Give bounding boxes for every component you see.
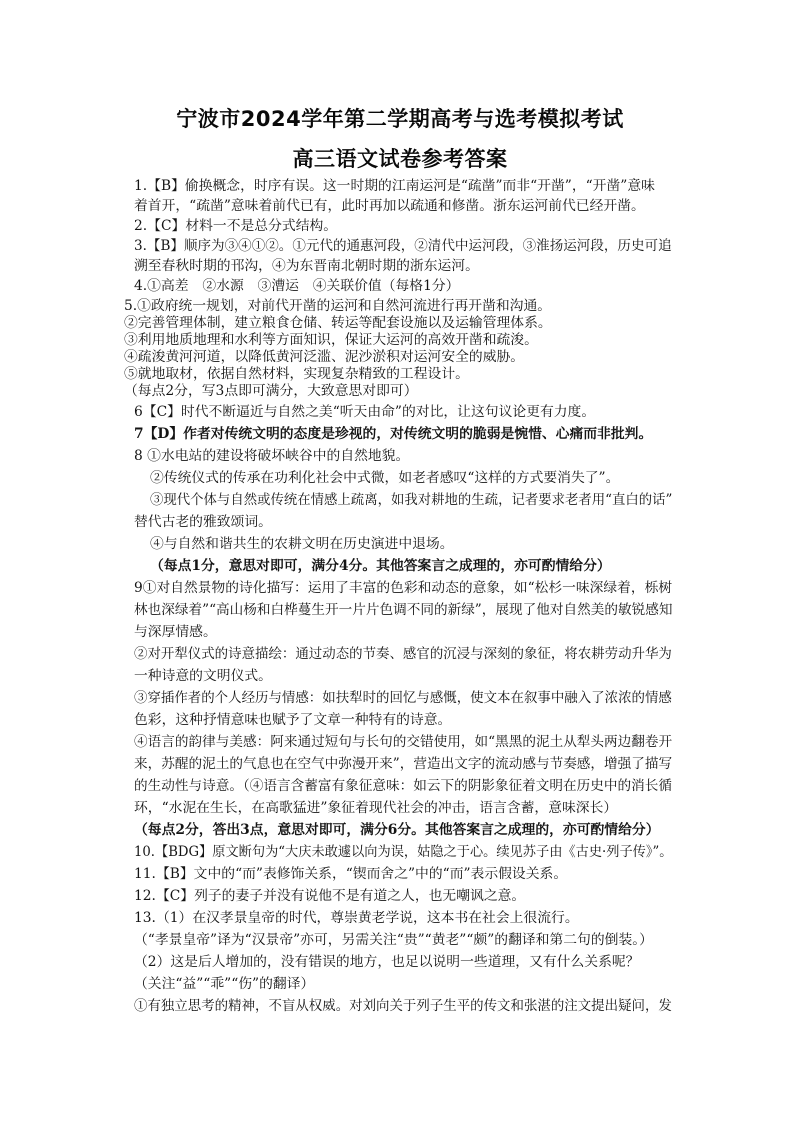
answer-line: 7【D】作者对传统文明的态度是珍视的，对传统文明的脆弱是惋惜、心痛而非批判。 (134, 426, 653, 442)
answer-line: 8 ①水电站的建设将破坏峡谷中的自然地貌。 (134, 448, 410, 464)
answer-line: 1.【B】偷换概念，时序有误。这一时期的江南运河是“疏凿”而非“开凿”，“开凿”意味 (134, 178, 655, 194)
answer-line: ④与自然和谐共生的农耕文明在历史演进中退场。 (150, 536, 454, 552)
answer-line: ④疏浚黄河河道，以降低黄河泛滥、泥沙淤积对运河安全的威胁。 (124, 349, 525, 365)
answer-line: 林也深绿着”“高山杨和白桦蔓生开一片片色调不同的新绿”，展现了他对自然美的敏锐感知 (134, 602, 673, 618)
answer-line: 13.（1）在汉孝景皇帝的时代，尊崇黄老学说，这本书在社会上很流行。 (134, 910, 579, 926)
page-subtitle: 高三语文试卷参考答案 (292, 147, 508, 171)
answer-line: （每点2分，写3点即可满分，大致意思对即可） (124, 383, 418, 399)
answer-line: 11.【B】文中的“而”表修饰关系，“锲而舍之”中的“而”表示假设关系。 (134, 866, 568, 882)
answer-line: （2）这是后人增加的，没有错误的地方，也足以说明一些道理，又有什么关系呢？ (134, 954, 640, 970)
page-title: 宁波市2024学年第二学期高考与选考模拟考试 (176, 107, 624, 131)
answer-line: 10.【BDG】原文断句为“大庆未敢遽以向为误，姑隐之于心。续见苏子由《古史·列子传》”。 (134, 844, 673, 860)
answer-line: 的生动性与诗意。（④语言含蓄富有象征意味：如云下的阴影象征着文明在历史中的消长循 (134, 778, 673, 794)
answer-line: ②完善管理体制，建立粮食仓储、转运等配套设施以及运输管理体系。 (124, 315, 552, 331)
answer-line: （关注“益”“乖”“伤”的翻译） (134, 976, 315, 992)
answer-line: 溯至春秋时期的邗沟，④为东晋南北朝时期的浙东运河。 (134, 258, 479, 274)
answer-line: ③利用地质地理和水利等方面知识，保证大运河的高效开凿和疏浚。 (124, 332, 538, 348)
answer-line: 2.【C】材料一不是总分式结构。 (134, 218, 338, 234)
answer-line: 9①对自然景物的诗化描写：运用了丰富的色彩和动态的意象，如“松杉一味深绿着，栎树 (134, 580, 673, 596)
answer-line: ④语言的韵律与美感：阿来通过短句与长句的交错使用，如“黑黑的泥土从犁头两边翻卷开 (134, 734, 673, 750)
answer-line: ②对开犁仪式的诗意描绘：通过动态的节奏、感官的沉浸与深刻的象征，将农耕劳动升华为 (134, 646, 672, 662)
answer-line: 与深厚情感。 (134, 624, 217, 640)
answer-line: （“孝景皇帝”译为“汉景帝”亦可，另需关注“贵”“黄老”“颇”的翻译和第二句的倒装。） (134, 932, 653, 948)
answer-line: 来，苏醒的泥土的气息也在空气中弥漫开来”，营造出文字的流动感与节奏感，增强了描写 (134, 756, 673, 772)
answer-line: 一种诗意的文明仪式。 (134, 668, 272, 684)
answer-line: 6【C】时代不断逼近与自然之美“听天由命”的对比，让这句议论更有力度。 (134, 404, 596, 420)
answer-line: （每点2分，答出3点，意思对即可，满分6分。其他答案言之成理的，亦可酌情给分） (134, 822, 660, 838)
answer-line: （每点1分，意思对即可，满分4分。其他答案言之成理的，亦可酌情给分） (150, 558, 611, 574)
answer-line: ③现代个体与自然或传统在情感上疏离，如我对耕地的生疏，记者要求老者用“直白的话” (150, 492, 673, 508)
answer-line: 着首开，“疏凿”意味着前代已有，此时再加以疏通和修凿。浙东运河前代已经开凿。 (134, 198, 645, 214)
answer-line: 色彩，这种抒情意味也赋予了文章一种特有的诗意。 (134, 712, 452, 728)
answer-line: 12.【C】列子的妻子并没有说他不是有道之人，也无嘲讽之意。 (134, 888, 526, 904)
answer-line: 替代古老的雅致颂词。 (134, 514, 272, 530)
answer-line: ⑤就地取材，依据自然材料，实现复杂精致的工程设计。 (124, 366, 469, 382)
answer-line: ①有独立思考的精神，不盲从权威。对刘向关于列子生平的传文和张湛的注文提出疑问，发 (134, 998, 672, 1014)
answer-line: ③穿插作者的个人经历与情感：如扶犁时的回忆与感慨，使文本在叙事中融入了浓浓的情感 (134, 690, 672, 706)
answer-line: ②传统仪式的传承在功利化社会中式微，如老者感叹“这样的方式要消失了”。 (150, 470, 620, 486)
answer-line: 4.①高差 ②水源 ③漕运 ④关联价值（每格1分） (134, 278, 460, 294)
answer-line: 3.【B】顺序为③④①②。①元代的通惠河段，②清代中运河段，③淮扬运河段，历史可追 (134, 238, 672, 254)
answer-line: 环，“水泥在生长，在高歌猛进”象征着现代社会的冲击，语言含蓄，意味深长） (134, 800, 618, 816)
answer-line: 5.①政府统一规划，对前代开凿的运河和自然河流进行再开凿和沟通。 (124, 298, 552, 314)
